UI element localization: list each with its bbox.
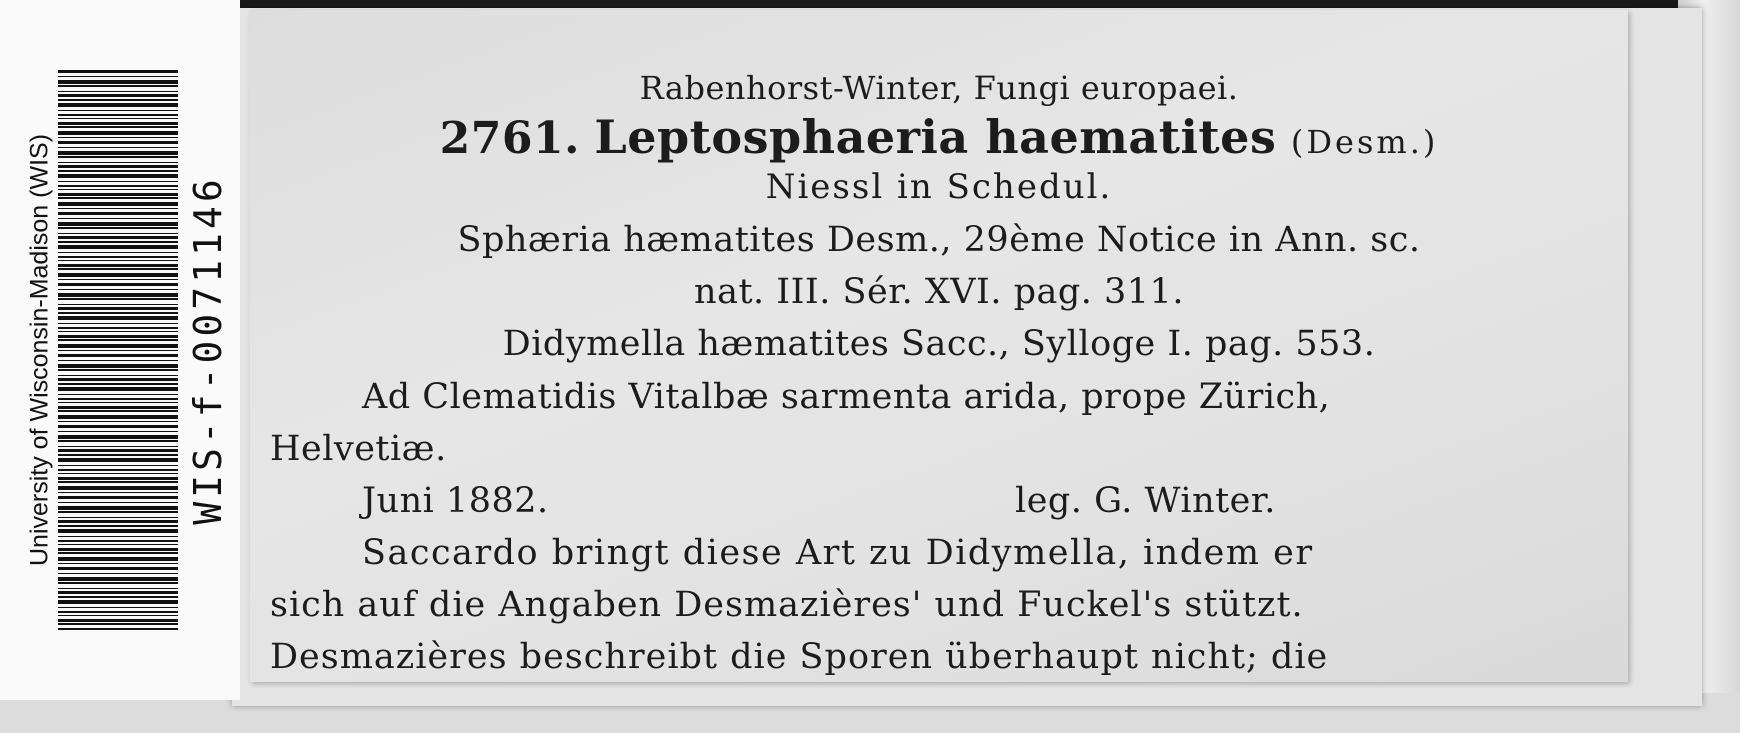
barcode	[58, 70, 178, 630]
taxon-heading	[250, 110, 1628, 164]
note-line-2: sich auf die Angaben Desmazières' und Fuckel's stützt.	[270, 585, 1304, 625]
taxon-name: Leptosphaeria haematites	[594, 110, 1277, 164]
note-line-3: Desmazières beschreibt die Sporen überhaupt nicht; die	[270, 637, 1329, 677]
collection-date: Juni 1882.	[362, 481, 549, 521]
collector: leg. G. Winter.	[1015, 481, 1276, 521]
habitat-line-2: Helvetiæ.	[270, 429, 447, 469]
taxon-author-line: Niessl in Schedul.	[765, 167, 1113, 207]
barcode-card	[0, 0, 240, 700]
specimen-label	[250, 10, 1628, 682]
series-title: Rabenhorst-Winter, Fungi europaei.	[639, 69, 1239, 107]
synonym-1-line-2: nat. III. Sér. XVI. pag. 311.	[694, 272, 1184, 312]
note-line-1: Saccardo bringt diese Art zu Didymella, indem er	[362, 533, 1314, 573]
synonym-2: Didymella hæmatites Sacc., Sylloge I. pag. 553.	[502, 324, 1376, 364]
taxon-author-short: (Desm.)	[1290, 123, 1439, 161]
institution-label: University of Wisconsin-Madison (WIS)	[25, 133, 54, 567]
exsiccata-number: 2761.	[439, 113, 580, 164]
synonym-1-line-1: Sphæria hæmatites Desm., 29ème Notice in Ann. sc.	[457, 220, 1421, 260]
habitat-line-1: Ad Clematidis Vitalbæ sarmenta arida, prope Zürich,	[362, 377, 1331, 417]
catalog-number: WIS-f-0071146	[186, 175, 230, 525]
